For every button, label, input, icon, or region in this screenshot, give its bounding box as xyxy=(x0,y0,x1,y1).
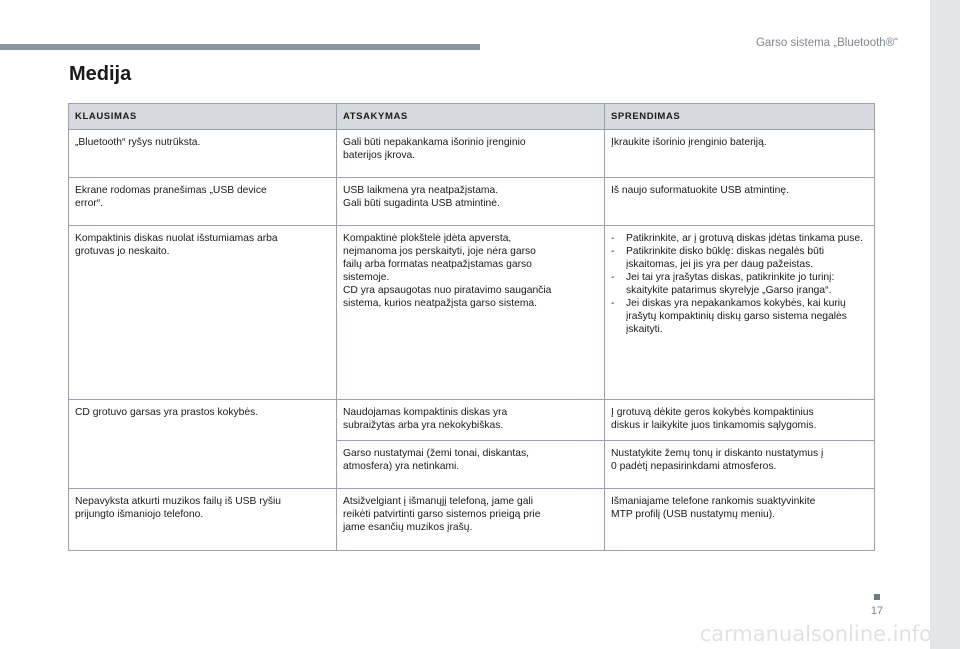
faq-table xyxy=(68,103,875,551)
table-row xyxy=(69,489,875,551)
header-rule xyxy=(0,44,480,50)
answer-text: Naudojamas kompaktinis diskas yra subraižytas arba yra nekokybiškas. xyxy=(343,407,508,431)
solution-cell xyxy=(605,226,875,400)
table-row xyxy=(69,226,875,400)
question-text: Kompaktinis diskas nuolat išstumiamas arba grotuvas jo neskaito. xyxy=(75,233,278,257)
question-cell xyxy=(69,400,337,489)
question-text: Nepavyksta atkurti muzikos failų iš USB ryšiu prijungto išmaniojo telefono. xyxy=(75,496,282,520)
list-item: - Jei tai yra įrašytas diskas, patikrinkite jo turinį: skaitykite patarimus skyrelyje „Garso įranga“. xyxy=(611,271,867,297)
solution-cell xyxy=(605,130,875,178)
solution-text: Į grotuvą dėkite geros kokybės kompaktinius diskus ir laikykite juos tinkamomis sąlygomis. xyxy=(611,407,817,431)
answer-cell xyxy=(337,226,605,400)
question-cell xyxy=(69,178,337,226)
answer-text: Garso nustatymai (žemi tonai, diskantas, atmosfera) yra netinkami. xyxy=(343,448,529,472)
column-header-solution: SPRENDIMAS xyxy=(605,104,875,130)
question-cell xyxy=(69,226,337,400)
watermark: carmanualsonline.info xyxy=(699,622,932,646)
solution-text: Iš naujo suformatuokite USB atmintinę. xyxy=(611,185,789,196)
answer-cell xyxy=(337,441,605,489)
question-cell xyxy=(69,130,337,178)
page-number: 17 xyxy=(870,605,884,617)
side-strip xyxy=(930,0,960,649)
list-item: - Jei diskas yra nepakankamos kokybės, kai kurių įrašytų kompaktinių diskų garso sistema negalės įskaityti. xyxy=(611,297,867,336)
column-header-answer: ATSAKYMAS xyxy=(337,104,605,130)
question-text: „Bluetooth“ ryšys nutrūksta. xyxy=(75,137,201,148)
question-cell xyxy=(69,489,337,551)
solution-text: Nustatykite žemų tonų ir diskanto nustatymus į 0 padėtį nepasirinkdami atmosferos. xyxy=(611,448,824,472)
solution-cell xyxy=(605,178,875,226)
answer-text: Gali būti nepakankama išorinio įrenginio baterijos įkrova. xyxy=(343,137,526,161)
answer-cell xyxy=(337,178,605,226)
answer-text: Atsižvelgiant į išmanųjį telefoną, jame gali reikėti patvirtinti garso sistemos prieigą prie jame esančių muzikos įrašų. xyxy=(343,496,541,533)
question-text: CD grotuvo garsas yra prastos kokybės. xyxy=(75,407,259,418)
page-marker xyxy=(874,594,880,600)
solution-cell xyxy=(605,400,875,441)
table-header-row xyxy=(69,104,875,130)
solution-text: Įkraukite išorinio įrenginio bateriją. xyxy=(611,137,767,148)
answer-cell xyxy=(337,489,605,551)
table-row xyxy=(69,178,875,226)
solution-text: Išmaniajame telefone rankomis suaktyvinkite MTP profilį (USB nustatymų meniu). xyxy=(611,496,816,520)
list-item: - Patikrinkite disko būklę: diskas negalės būti įskaitomas, jei jis yra per daug pažeistas. xyxy=(611,245,867,271)
list-item: - Patikrinkite, ar į grotuvą diskas įdėtas tinkama puse. xyxy=(611,232,867,245)
section-title: Garso sistema „Bluetooth®“ xyxy=(755,37,898,49)
solution-cell xyxy=(605,489,875,551)
answer-text: USB laikmena yra neatpažįstama. Gali būti sugadinta USB atmintinė. xyxy=(343,185,500,209)
answer-cell xyxy=(337,400,605,441)
question-text: Ekrane rodomas pranešimas „USB device error“. xyxy=(75,185,267,209)
answer-text: Kompaktinė plokštelė įdėta apversta, nejmanoma jos perskaityti, joje nėra garso failų arba formatas neatpažįstamas garso sistemoje. CD yra apsaugotas nuo piratavimo saugančia sistema, kurios neatpažįsta garso sistema. xyxy=(343,233,552,309)
solution-bullet-list xyxy=(611,232,867,336)
table-row xyxy=(69,400,875,441)
table-row xyxy=(69,130,875,178)
solution-cell xyxy=(605,441,875,489)
page-title: Medija xyxy=(69,63,132,85)
column-header-question: KLAUSIMAS xyxy=(69,104,337,130)
answer-cell xyxy=(337,130,605,178)
